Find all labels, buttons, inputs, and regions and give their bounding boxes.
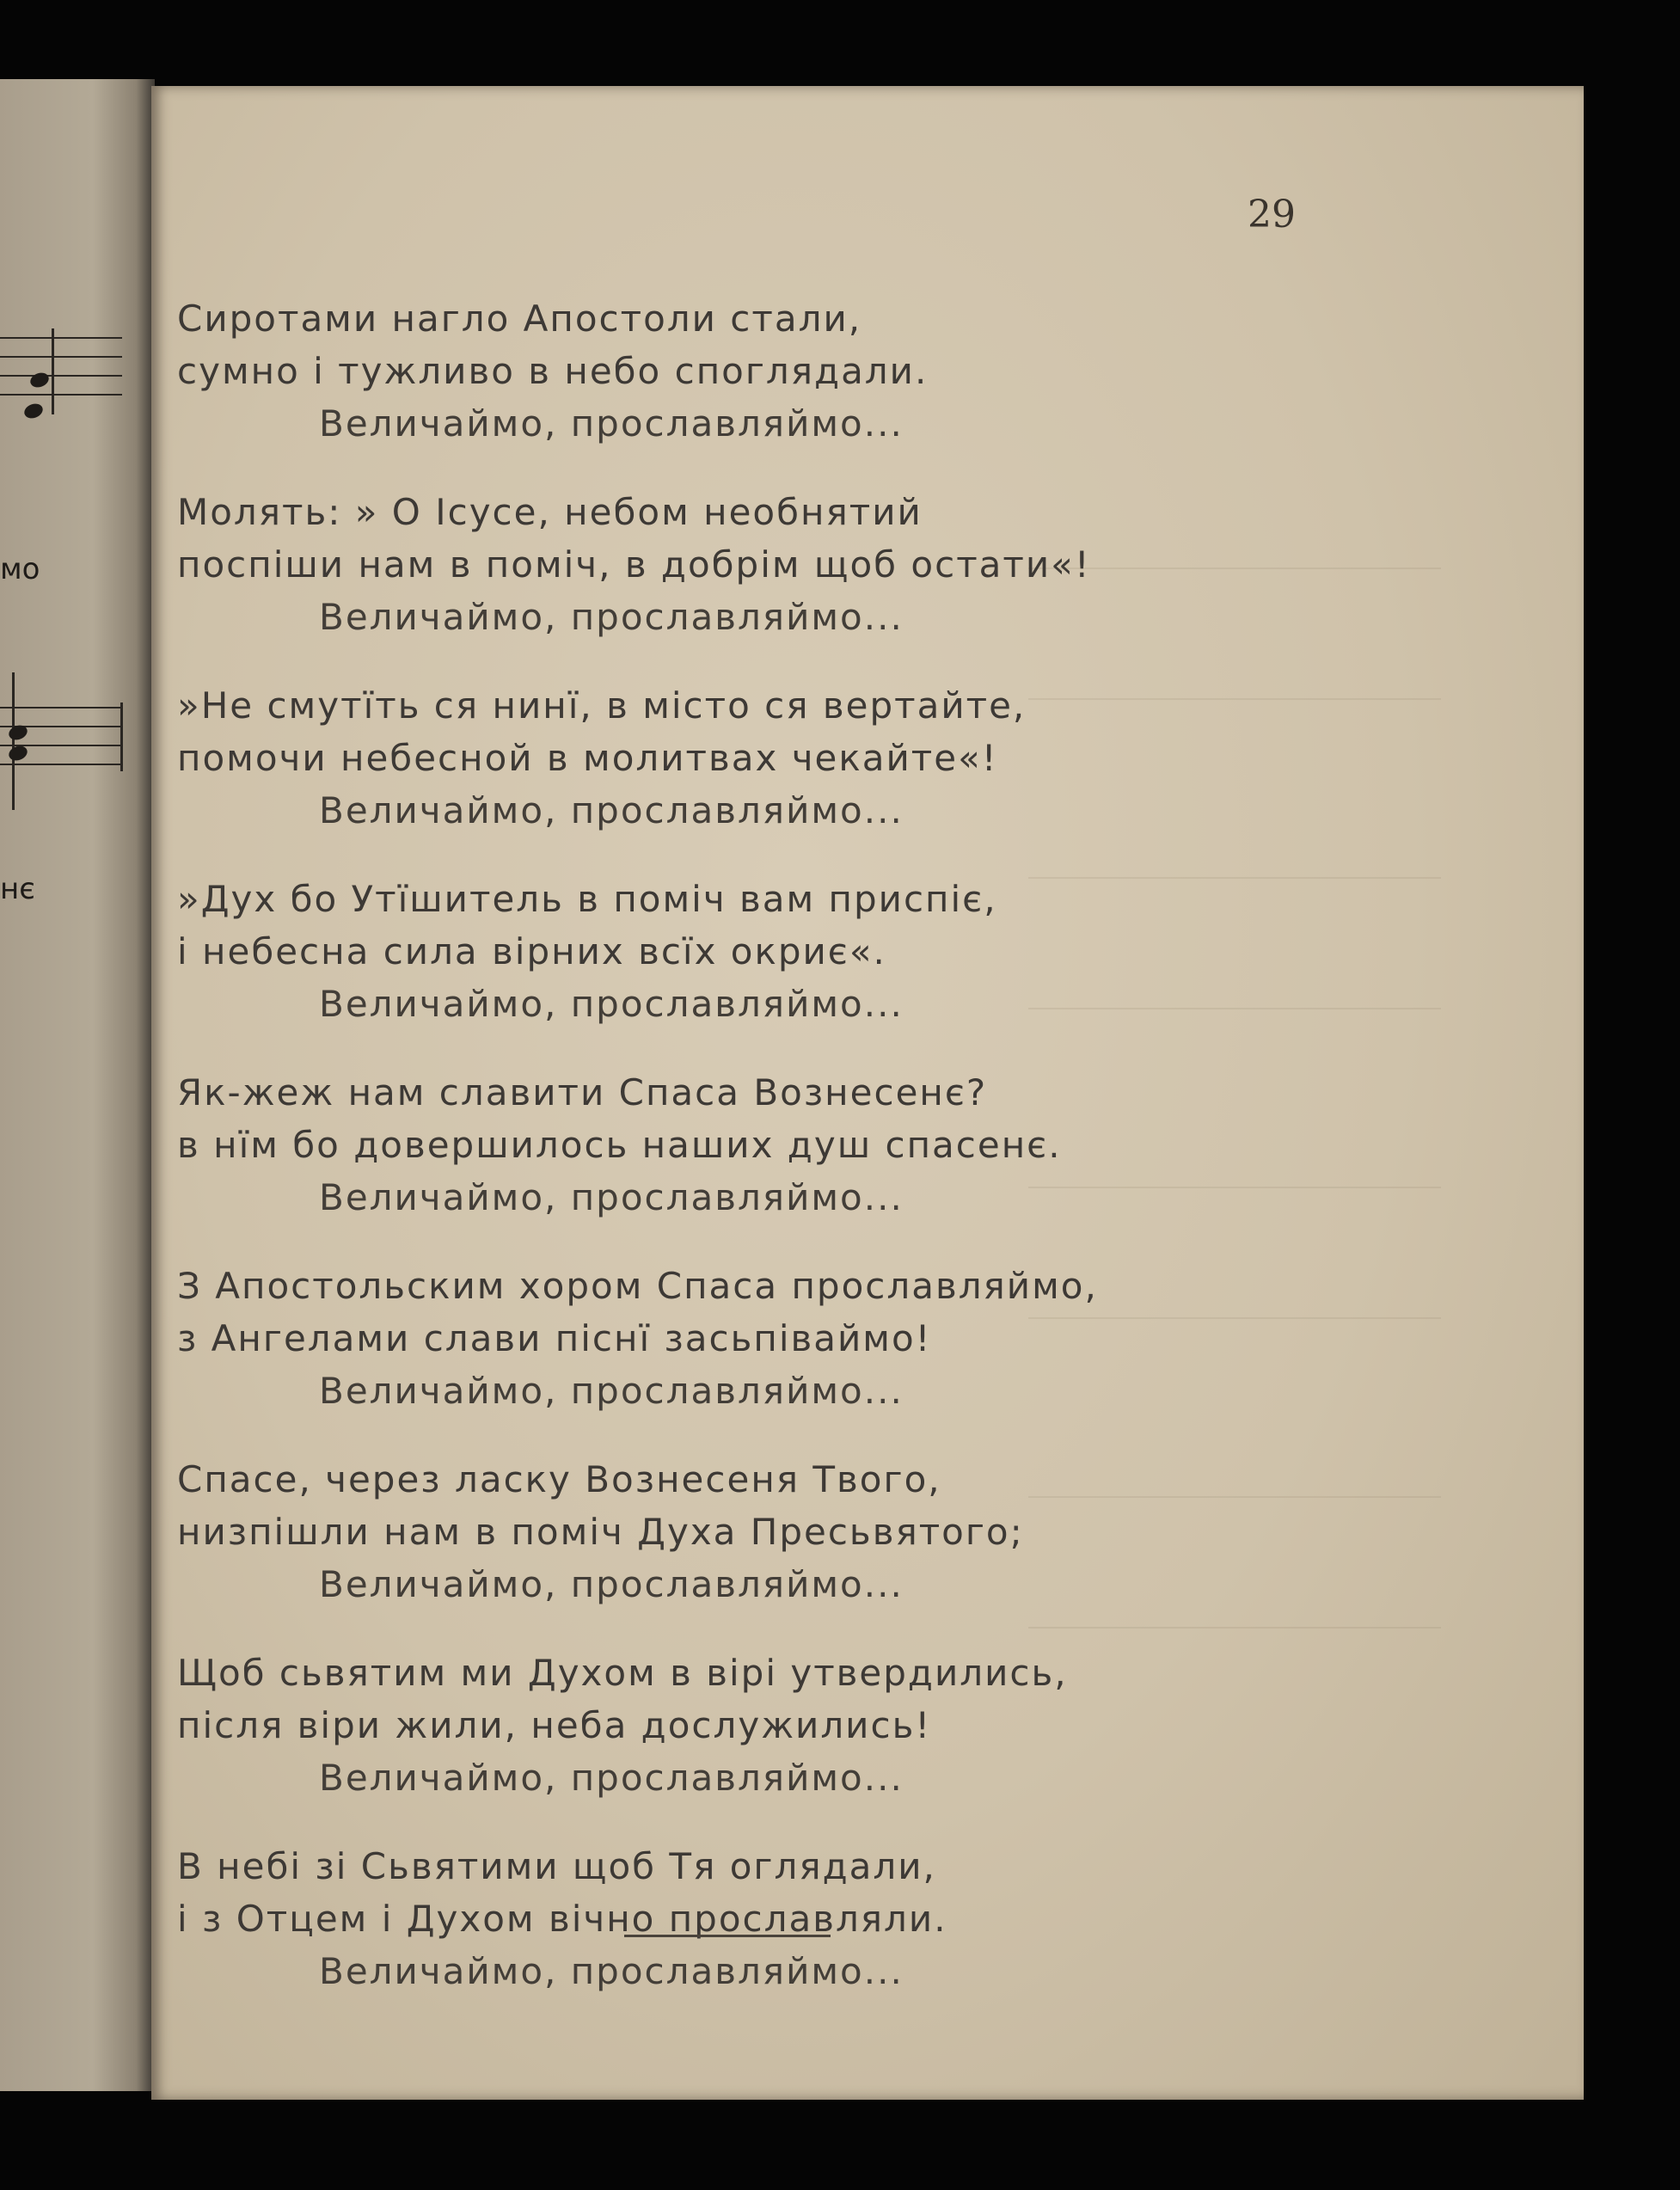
verse-line: поспіши нам в поміч, в добрім щоб остати«! — [177, 543, 1091, 586]
verse-line: Як-жеж нам славити Спаса Вознесенє? — [177, 1071, 988, 1113]
music-note-icon — [22, 402, 45, 421]
stanza — [177, 873, 1484, 1030]
refrain-line: Величаймо, прославляймо... — [319, 1370, 904, 1412]
verse-line: Сиротами нагло Апостоли стали, — [177, 298, 862, 340]
refrain-line: Величаймо, прославляймо... — [319, 402, 904, 445]
refrain-line: Величаймо, прославляймо... — [319, 1563, 904, 1605]
verse-line: з Ангелами слави піснї засьпіваймо! — [177, 1317, 932, 1359]
stanza — [177, 679, 1484, 837]
refrain-line: Величаймо, прославляймо... — [319, 983, 904, 1025]
verse-line: і з Отцем і Духом вічно прославляли. — [177, 1898, 947, 1940]
refrain-line: Величаймо, прославляймо... — [319, 596, 904, 638]
verse-line: і небесна сила вірних всїх окриє«. — [177, 930, 886, 972]
music-staff — [0, 337, 122, 396]
verse-line: З Апостольским хором Спаса прославляймо, — [177, 1265, 1098, 1307]
book-page — [151, 86, 1584, 2100]
verse-line: сумно і тужливо в небо споглядали. — [177, 350, 929, 392]
hymn-verses — [177, 292, 1484, 2034]
verse-line: після віри жили, неба дослужились! — [177, 1704, 932, 1746]
stanza — [177, 1647, 1484, 1804]
verse-line: Щоб сьвятим ми Духом в вірі утвердились, — [177, 1652, 1068, 1694]
verse-line: В небі зі Сьвятими щоб Тя оглядали, — [177, 1845, 936, 1887]
left-page-text-fragment: нє — [0, 872, 35, 906]
staff-barline — [120, 702, 123, 771]
stanza — [177, 292, 1484, 450]
verse-line: в нїм бо довершилось наших душ спасенє. — [177, 1124, 1062, 1166]
end-divider — [624, 1935, 831, 1937]
verse-line: помочи небесной в молитвах чекайте«! — [177, 737, 998, 779]
refrain-line: Величаймо, прославляймо... — [319, 789, 904, 831]
refrain-line: Величаймо, прославляймо... — [319, 1757, 904, 1799]
staff-barline — [52, 328, 54, 414]
stanza — [177, 486, 1484, 643]
stanza — [177, 1453, 1484, 1610]
stanza — [177, 1840, 1484, 1997]
verse-line: Молять: » О Ісусе, небом необнятий — [177, 491, 923, 533]
left-page-text-fragment: мо — [0, 552, 40, 586]
verse-line: низпішли нам в поміч Духа Пресьвятого; — [177, 1511, 1024, 1553]
verse-line: »Не смутїть ся нинї, в місто ся вертайте, — [177, 684, 1027, 727]
page-number: 29 — [1248, 193, 1296, 236]
refrain-line: Величаймо, прославляймо... — [319, 1176, 904, 1218]
staff-barline — [12, 672, 15, 810]
stanza — [177, 1260, 1484, 1417]
refrain-line: Величаймо, прославляймо... — [319, 1950, 904, 1992]
stanza — [177, 1066, 1484, 1224]
left-page-edge — [0, 79, 155, 2091]
verse-line: »Дух бо Утїшитель в поміч вам приспіє, — [177, 878, 997, 920]
verse-line: Спасе, через ласку Вознесеня Твого, — [177, 1458, 941, 1500]
